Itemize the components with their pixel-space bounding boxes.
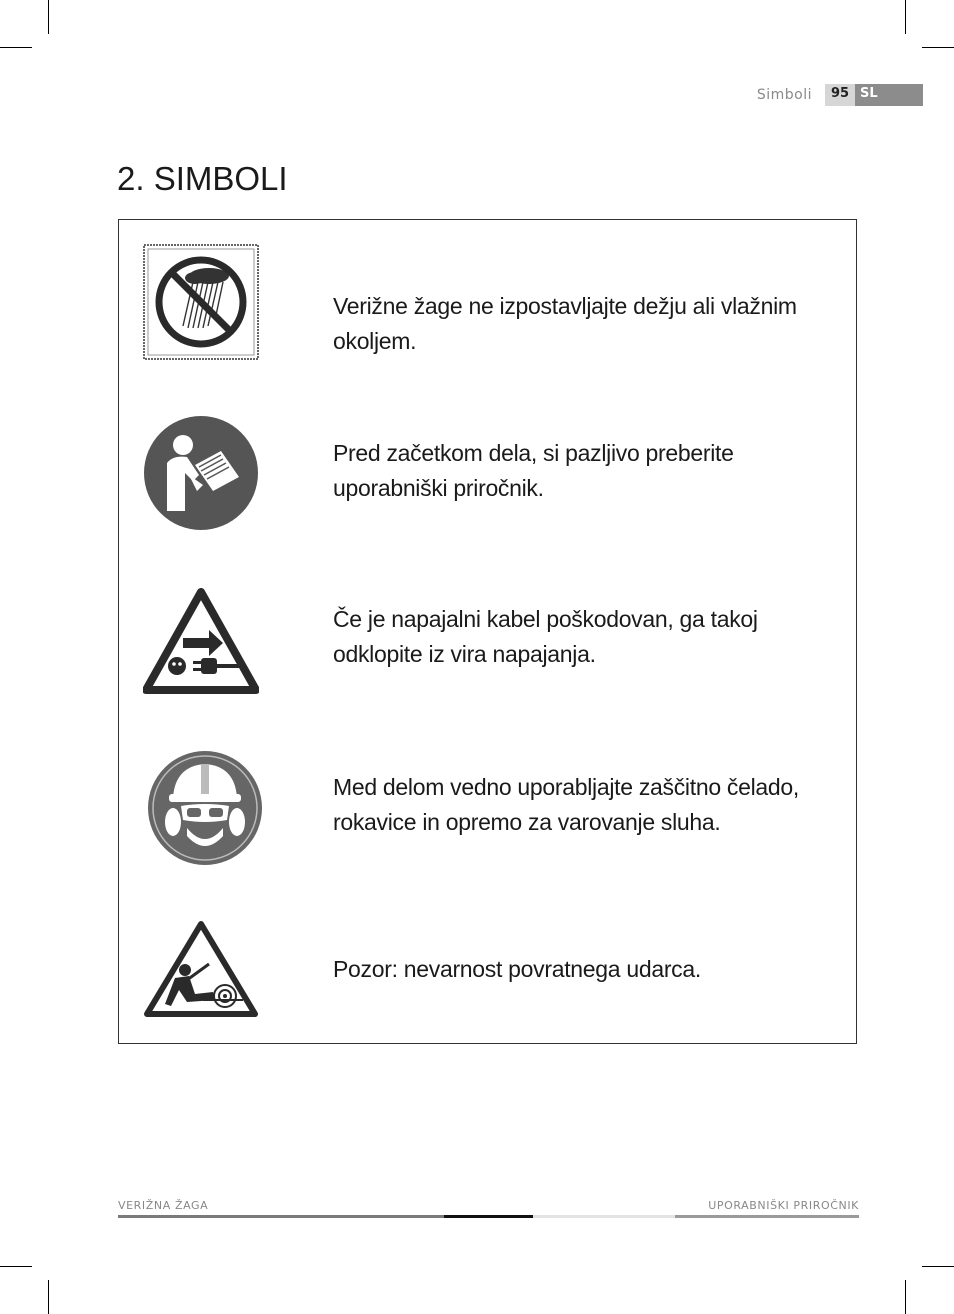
footer-manual-label: UPORABNIŠKI PRIROČNIK (708, 1199, 859, 1212)
footer-divider (675, 1215, 859, 1218)
footer-divider (118, 1215, 444, 1218)
crop-mark (0, 47, 32, 48)
header-language: SL (855, 84, 923, 106)
symbol-description: Med delom vedno uporabljajte zaščitno čelado, rokavice in opremo za varovanje sluha. (333, 774, 799, 835)
symbol-row (119, 415, 856, 545)
symbol-row (119, 242, 856, 372)
footer-divider (533, 1215, 675, 1218)
page-title: 2. SIMBOLI (117, 160, 288, 197)
running-header (740, 84, 923, 106)
crop-mark (922, 47, 954, 48)
read-manual-icon (143, 415, 259, 535)
footer-divider (444, 1215, 533, 1218)
symbol-description: Pozor: nevarnost povratnega udarca. (333, 956, 701, 982)
symbol-description: Če je napajalni kabel poškodovan, ga takoj odklopite iz vira napajanja. (333, 606, 758, 667)
symbol-description: Verižne žage ne izpostavljajte dežju ali vlažnim okoljem. (333, 293, 797, 354)
symbol-description: Pred začetkom dela, si pazljivo preberite uporabniški priročnik. (333, 440, 734, 501)
crop-mark (922, 1266, 954, 1267)
header-page-number: 95 (825, 84, 855, 106)
symbols-table (118, 219, 857, 1044)
header-section: Simboli (756, 87, 812, 103)
kickback-warning-icon (143, 920, 259, 1040)
no-rain-icon (143, 244, 259, 364)
crop-mark (905, 1280, 906, 1314)
crop-mark (48, 1280, 49, 1314)
crop-mark (905, 0, 906, 34)
crop-mark (0, 1266, 32, 1267)
protective-gear-icon (143, 748, 259, 868)
symbol-row (119, 920, 856, 1050)
symbol-row (119, 748, 856, 878)
unplug-warning-icon (143, 588, 259, 708)
crop-mark (48, 0, 49, 34)
footer-product-name: VERIŽNA ŽAGA (118, 1199, 209, 1212)
symbol-row (119, 588, 856, 718)
